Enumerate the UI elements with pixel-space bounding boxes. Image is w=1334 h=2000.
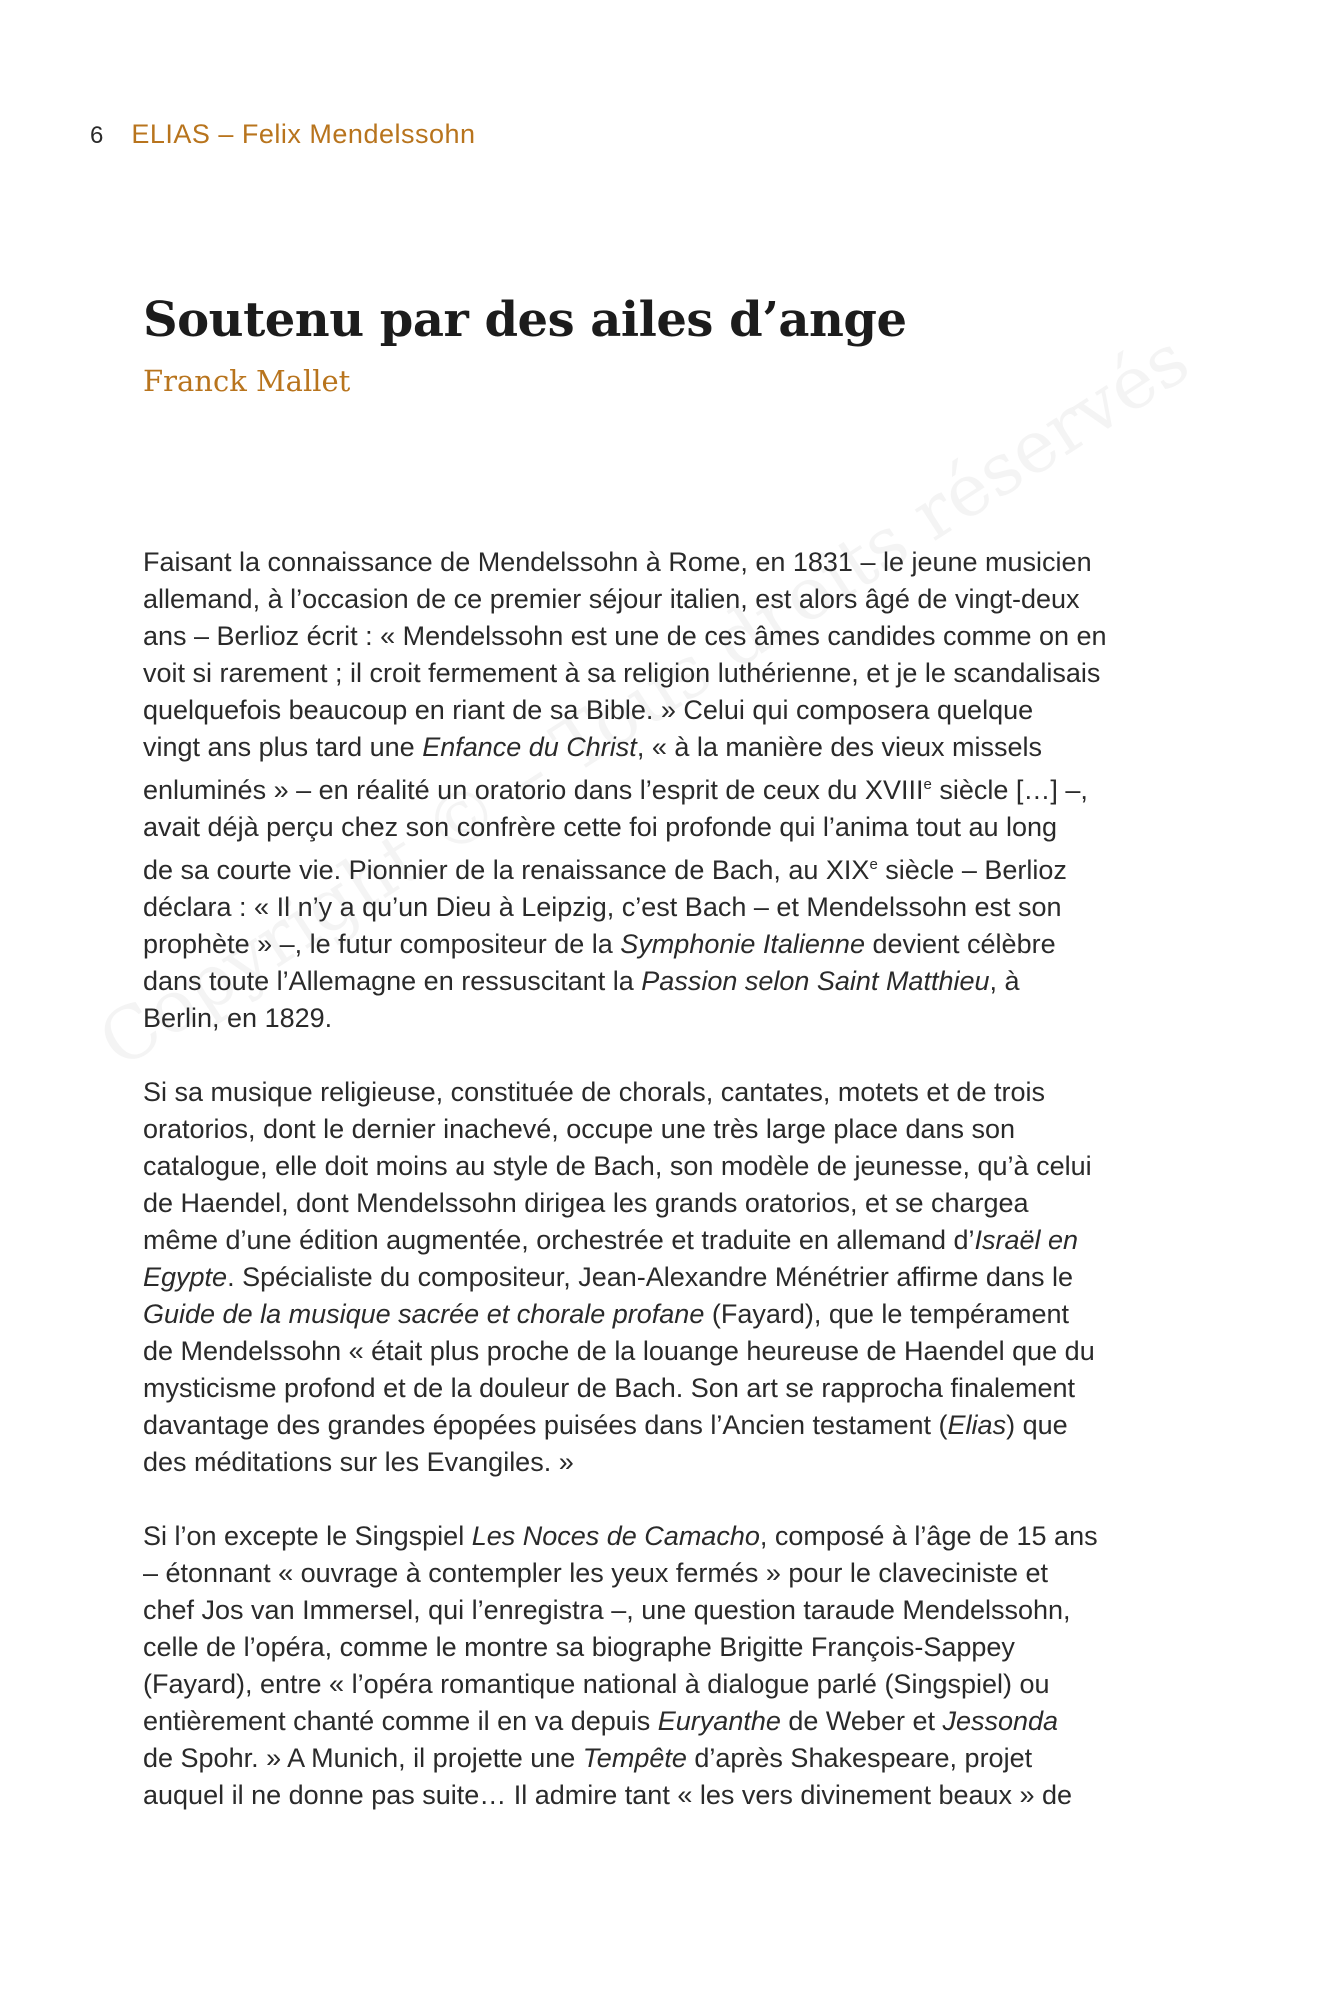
text-line: avait déjà perçu chez son confrère cette foi profonde qui l’anima tout au long (143, 812, 1058, 842)
text-line: de sa courte vie. Pionnier de la renaissance de Bach, au XIXe siècle – Berlioz (143, 855, 1067, 885)
text-line: prophète » –, le futur compositeur de la Symphonie Italienne devient célèbre (143, 929, 1056, 959)
paragraph (143, 1074, 1233, 1481)
text-line: déclara : « Il n’y a qu’un Dieu à Leipzig, c’est Bach – et Mendelssohn est son (143, 892, 1062, 922)
italic-title: Egypte (143, 1262, 228, 1292)
text-line: (Fayard), entre « l’opéra romantique national à dialogue parlé (Singspiel) ou (143, 1669, 1050, 1699)
page-number: 6 (90, 122, 104, 149)
text-line: Si sa musique religieuse, constituée de chorals, cantates, motets et de trois (143, 1077, 1045, 1107)
text-line: ans – Berlioz écrit : « Mendelssohn est une de ces âmes candides comme on en (143, 621, 1107, 651)
text-line: Guide de la musique sacrée et chorale profane (Fayard), que le tempérament (143, 1299, 1070, 1329)
italic-title: Euryanthe (657, 1706, 781, 1736)
text-line: entièrement chanté comme il en va depuis Euryanthe de Weber et Jessonda (143, 1706, 1059, 1736)
text-line: chef Jos van Immersel, qui l’enregistra –, une question taraude Mendelssohn, (143, 1595, 1071, 1625)
text-line: Faisant la connaissance de Mendelssohn à Rome, en 1831 – le jeune musicien (143, 547, 1092, 577)
text-line: de Mendelssohn « était plus proche de la louange heureuse de Haendel que du (143, 1336, 1095, 1366)
text-line: Egypte. Spécialiste du compositeur, Jean-Alexandre Ménétrier affirme dans le (143, 1262, 1074, 1292)
italic-title: Jessonda (942, 1706, 1059, 1736)
text-line: dans toute l’Allemagne en ressuscitant la Passion selon Saint Matthieu, à (143, 966, 1020, 996)
text-line: allemand, à l’occasion de ce premier séjour italien, est alors âgé de vingt-deux (143, 584, 1080, 614)
italic-title: Enfance du Christ (422, 732, 637, 762)
italic-title: Tempête (582, 1743, 687, 1773)
superscript: e (923, 776, 932, 793)
text-line: de Spohr. » A Munich, il projette une Tempête d’après Shakespeare, projet (143, 1743, 1033, 1773)
paragraph (143, 1518, 1233, 1814)
text-line: de Haendel, dont Mendelssohn dirigea les grands oratorios, et se chargea (143, 1188, 1029, 1218)
text-line: voit si rarement ; il croit fermement à sa religion luthérienne, et je le scandalisais (143, 658, 1101, 688)
text-line: même d’une édition augmentée, orchestrée et traduite en allemand d’Israël en (143, 1225, 1079, 1255)
text-line: enluminés » – en réalité un oratorio dans l’esprit de ceux du XVIIIe siècle […] –, (143, 775, 1088, 805)
italic-title: Elias (947, 1410, 1007, 1440)
running-header (90, 116, 476, 154)
text-line: catalogue, elle doit moins au style de Bach, son modèle de jeunesse, qu’à celui (143, 1151, 1092, 1181)
italic-title: Symphonie Italienne (620, 929, 865, 959)
article-body (143, 544, 1233, 1851)
italic-title: Les Noces de Camacho (471, 1521, 760, 1551)
text-line: Berlin, en 1829. (143, 1003, 333, 1033)
italic-title: Passion selon Saint Matthieu (641, 966, 990, 996)
text-line: – étonnant « ouvrage à contempler les yeux fermés » pour le claveciniste et (143, 1558, 1049, 1588)
text-line: vingt ans plus tard une Enfance du Christ, « à la manière des vieux missels (143, 732, 1042, 762)
superscript: e (869, 856, 878, 873)
running-title: ELIAS – Felix Mendelssohn (131, 119, 476, 149)
text-line: oratorios, dont le dernier inachevé, occupe une très large place dans son (143, 1114, 1016, 1144)
article-title: Soutenu par des ailes d’ange (143, 292, 907, 348)
text-line: auquel il ne donne pas suite… Il admire tant « les vers divinement beaux » de (143, 1780, 1073, 1810)
italic-title: Israël en (974, 1225, 1079, 1255)
article-author: Franck Mallet (143, 364, 351, 398)
text-line: quelquefois beaucoup en riant de sa Bible. » Celui qui composera quelque (143, 695, 1034, 725)
text-line: davantage des grandes épopées puisées dans l’Ancien testament (Elias) que (143, 1410, 1068, 1440)
italic-title: Guide de la musique sacrée et chorale profane (143, 1299, 705, 1329)
paragraph (143, 544, 1233, 1037)
text-line: mysticisme profond et de la douleur de Bach. Son art se rapprocha finalement (143, 1373, 1076, 1403)
text-line: des méditations sur les Evangiles. » (143, 1447, 574, 1477)
text-line: Si l’on excepte le Singspiel Les Noces de Camacho, composé à l’âge de 15 ans (143, 1521, 1098, 1551)
text-line: celle de l’opéra, comme le montre sa biographe Brigitte François-Sappey (143, 1632, 1015, 1662)
